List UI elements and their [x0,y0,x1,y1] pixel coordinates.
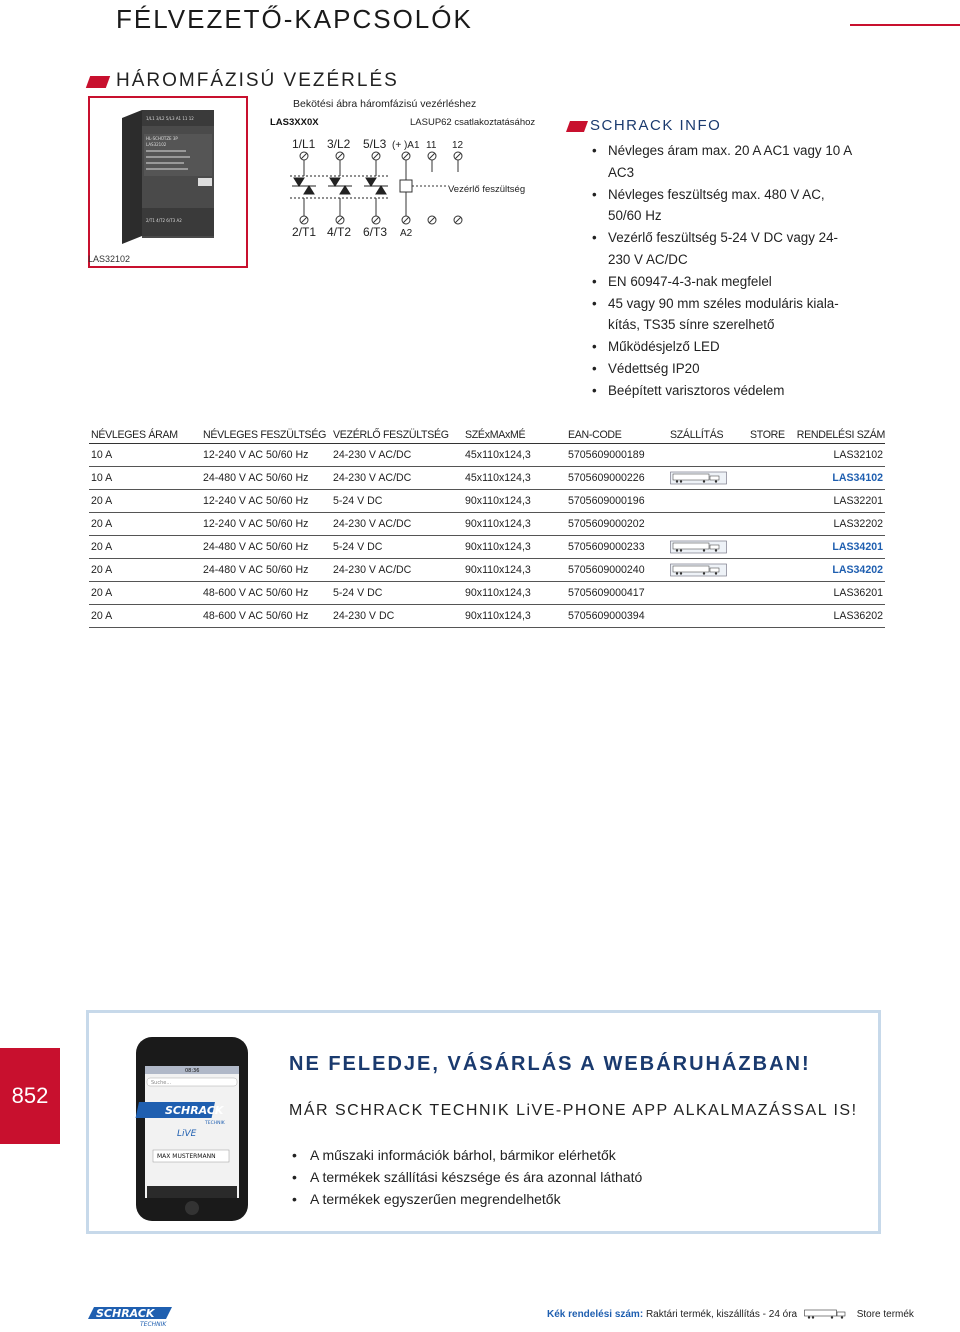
footer-legend-text: Raktári termék, kiszállítás - 24 óra [645,1309,798,1320]
cell-dimensions: 90x110x124,3 [463,558,566,581]
banner-list [290,1144,642,1210]
info-item: • Névleges feszültség max. 480 V AC, 50/60 Hz [590,184,860,228]
cell-voltage: 12-240 V AC 50/60 Hz [201,512,331,535]
terminal-label: 5/L3 [363,137,387,151]
header-nominal-current: NÉVLEGES ÁRAM [89,427,201,443]
title-rule [850,24,960,26]
cell-delivery [668,512,748,535]
footer-logo-sub: TECHNIK [140,1321,167,1327]
product-caption: LAS32102 [88,254,131,264]
info-item: • Működésjelző LED [590,336,860,358]
device-text-model: LAS32102 [146,142,167,147]
cell-delivery [668,581,748,604]
cell-control: 24-230 V AC/DC [331,512,463,535]
cell-store [748,466,792,489]
cell-order-number: LAS36202 [792,604,885,627]
schrack-logo-icon [88,1305,172,1327]
cell-voltage: 48-600 V AC 50/60 Hz [201,581,331,604]
cell-order-number: LAS34202 [792,558,885,581]
contactor-icon [90,98,246,248]
table-row [89,489,885,512]
cell-control: 24-230 V AC/DC [331,443,463,466]
diagram-caption: Bekötési ábra háromfázisú vezérléshez [293,98,477,110]
cell-delivery [668,558,748,581]
info-list [590,140,860,402]
cell-current: 20 A [89,558,201,581]
phone-search: Suche... [151,1080,172,1086]
terminal-label: (+ )A1 [392,140,420,151]
table-row [89,581,885,604]
cell-control: 5-24 V DC [331,489,463,512]
cell-dimensions: 90x110x124,3 [463,512,566,535]
terminal-label: A2 [400,228,413,239]
cell-order-number: LAS32102 [792,443,885,466]
info-item: • 45 vagy 90 mm széles moduláris kiala-kítás, TS35 sínre szerelhető [590,293,860,337]
cell-control: 24-230 V AC/DC [331,558,463,581]
cell-order-number: LAS34201 [792,535,885,558]
info-item: • Beépített varisztoros védelem [590,380,860,402]
cell-store [748,558,792,581]
diagram-model: LAS3XX0X [270,117,319,128]
header-ean: EAN-CODE [566,427,668,443]
footer-blue-label: Kék rendelési szám: [547,1309,644,1320]
cell-current: 20 A [89,512,201,535]
phone-user: MAX MUSTERMANN [157,1153,216,1160]
terminal-label: 1/L1 [292,137,316,151]
cell-ean: 5705609000240 [566,558,668,581]
device-text-top: 1/L1 3/L2 5/L3 A1 11 12 [146,116,194,121]
info-item: • EN 60947-4-3-nak megfelel [590,271,860,293]
info-item: • Vezérlő feszültség 5-24 V DC vagy 24-230 V AC/DC [590,227,860,271]
terminal-label: 3/L2 [327,137,351,151]
smartphone-icon [135,1036,249,1222]
banner-item: • A termékek szállítási készsége és ára azonnal látható [290,1166,642,1188]
cell-order-number: LAS34102 [792,466,885,489]
table-row [89,535,885,558]
banner-item: • A termékek egyszerűen megrendelhetők [290,1188,642,1210]
cell-dimensions: 90x110x124,3 [463,581,566,604]
header-nominal-voltage: NÉVLEGES FESZÜLTSÉG [201,427,331,443]
cell-current: 10 A [89,443,201,466]
cell-ean: 5705609000417 [566,581,668,604]
section-title: HÁROMFÁZISÚ VEZÉRLÉS [116,70,399,91]
footer-legend [547,1309,914,1320]
truck-icon [670,563,728,577]
cell-current: 10 A [89,466,201,489]
footer-logo-text: SCHRACK [96,1307,155,1320]
terminal-label: 11 [426,140,437,151]
cell-control: 24-230 V DC [331,604,463,627]
cell-delivery [668,604,748,627]
table-row [89,604,885,627]
info-marker-icon [566,121,588,132]
cell-order-number: LAS32201 [792,489,885,512]
header-order-number: RENDELÉSI SZÁM [792,427,885,443]
cell-voltage: 24-480 V AC 50/60 Hz [201,535,331,558]
cell-store [748,443,792,466]
cell-current: 20 A [89,581,201,604]
cell-delivery [668,443,748,466]
banner-title: NE FELEDJE, VÁSÁRLÁS A WEBÁRUHÁZBAN! [289,1053,811,1075]
cell-order-number: LAS36201 [792,581,885,604]
terminal-label: 6/T3 [363,225,388,239]
info-item: • Névleges áram max. 20 A AC1 vagy 10 A AC3 [590,140,860,184]
cell-dimensions: 45x110x124,3 [463,443,566,466]
phone-time: 08:36 [185,1068,200,1074]
cell-delivery [668,535,748,558]
cell-current: 20 A [89,535,201,558]
info-item: • Védettség IP20 [590,358,860,380]
cell-control: 5-24 V DC [331,581,463,604]
cell-ean: 5705609000189 [566,443,668,466]
banner-subtitle: MÁR SCHRACK TECHNIK LiVE-PHONE APP ALKALMAZÁSSAL IS! [289,1102,858,1119]
truck-icon [804,1309,850,1319]
cell-store [748,581,792,604]
header-dimensions: SZÉxMAxMÉ [463,427,566,443]
cell-ean: 5705609000202 [566,512,668,535]
cell-ean: 5705609000233 [566,535,668,558]
cell-ean: 5705609000394 [566,604,668,627]
cell-control: 5-24 V DC [331,535,463,558]
spec-table [89,427,885,628]
cell-store [748,489,792,512]
footer-store-label: Store termék [856,1309,914,1320]
header-control-voltage: VEZÉRLŐ FESZÜLTSÉG [331,427,463,443]
wiring-diagram [280,132,550,242]
phone-brand: SCHRACK [165,1104,224,1117]
cell-voltage: 24-480 V AC 50/60 Hz [201,558,331,581]
cell-store [748,512,792,535]
cell-order-number: LAS32202 [792,512,885,535]
cell-current: 20 A [89,489,201,512]
terminal-label: 4/T2 [327,225,352,239]
product-image-frame [88,96,248,268]
banner-item: • A műszaki információk bárhol, bármikor elérhetők [290,1144,642,1166]
phone-brand-sub: TECHNIK [205,1121,225,1126]
cell-voltage: 12-240 V AC 50/60 Hz [201,489,331,512]
cell-delivery [668,489,748,512]
terminal-label: 2/T1 [292,225,317,239]
table-row [89,558,885,581]
cell-voltage: 12-240 V AC 50/60 Hz [201,443,331,466]
cell-voltage: 48-600 V AC 50/60 Hz [201,604,331,627]
cell-dimensions: 45x110x124,3 [463,466,566,489]
header-delivery: SZÁLLÍTÁS [668,427,748,443]
cell-voltage: 24-480 V AC 50/60 Hz [201,466,331,489]
page-title: FÉLVEZETŐ-KAPCSOLÓK [116,4,473,34]
cell-ean: 5705609000196 [566,489,668,512]
table-row [89,443,885,466]
cell-dimensions: 90x110x124,3 [463,535,566,558]
header-store: STORE [748,427,792,443]
terminal-label: 12 [452,140,464,151]
truck-icon [670,471,728,485]
cell-dimensions: 90x110x124,3 [463,489,566,512]
page-number: 852 [0,1048,60,1144]
section-marker-icon [86,76,110,88]
info-title: SCHRACK INFO [590,117,722,134]
cell-current: 20 A [89,604,201,627]
cell-store [748,604,792,627]
control-voltage-label: Vezérlő feszültség [448,184,526,195]
table-row [89,512,885,535]
device-text-brand: HL-SCHÜTZE 3P [146,136,178,141]
diagram-subtitle: LASUP62 csatlakoztatásához [410,117,536,128]
phone-live: LiVE [177,1129,197,1139]
device-text-bottom: 2/T1 4/T2 6/T3 A2 [146,218,182,223]
truck-icon [670,540,728,554]
cell-control: 24-230 V AC/DC [331,466,463,489]
cell-store [748,535,792,558]
table-header-row [89,427,885,443]
table-row [89,466,885,489]
cell-delivery [668,466,748,489]
cell-ean: 5705609000226 [566,466,668,489]
cell-dimensions: 90x110x124,3 [463,604,566,627]
